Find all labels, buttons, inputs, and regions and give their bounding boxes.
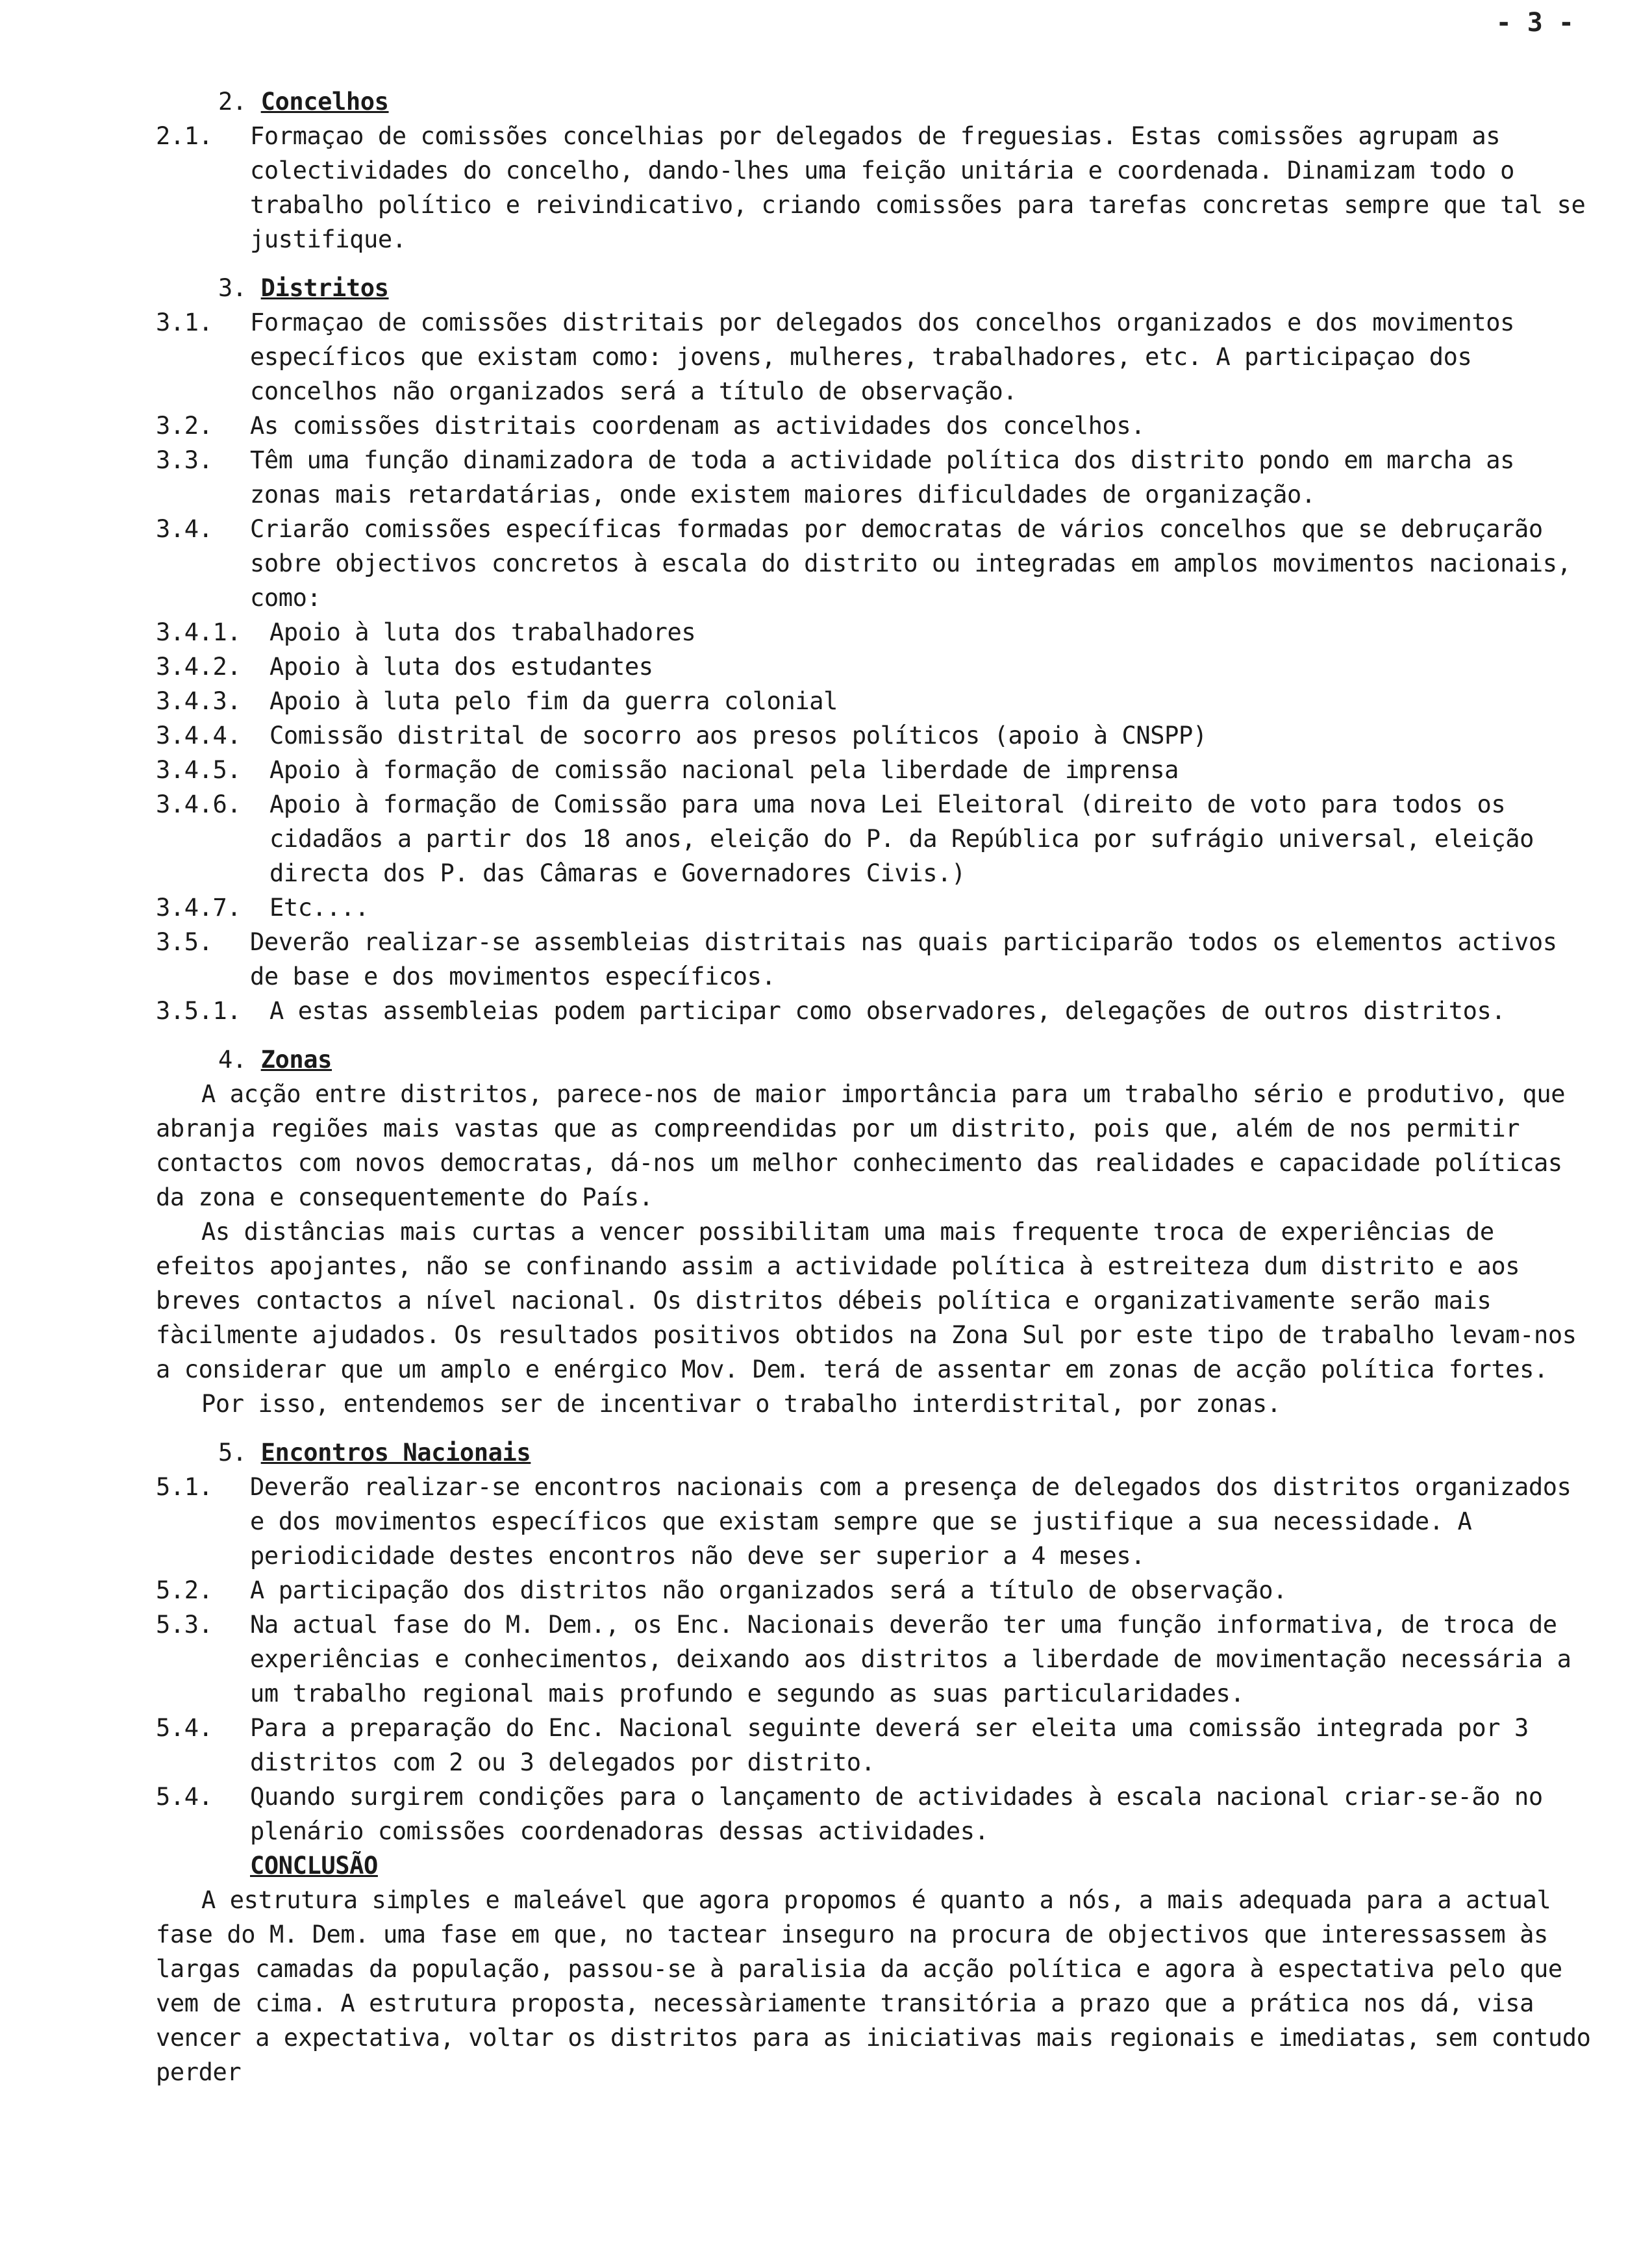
section-title: Distritos <box>260 274 389 302</box>
item-number: 3.5.1. <box>156 997 242 1025</box>
list-item <box>156 1607 1597 1711</box>
section-distritos <box>156 271 1597 1028</box>
item-text: Quando surgirem condições para o lançamento de actividades à escala nacional criar-se-ão no plenário comissões coordenadoras dessas actividades. <box>250 1783 1543 1845</box>
item-text: Formaçao de comissões distritais por delegados dos concelhos organizados e dos movimentos específicos que existam como: jovens, mulheres, trabalhadores, etc. A participaçao dos concelhos não organizados será a título de observação. <box>250 309 1514 405</box>
list-item <box>156 305 1597 409</box>
item-text: Têm uma função dinamizadora de toda a actividade política dos distrito pondo em marcha as zonas mais retardatárias, onde existem maiores dificuldades de organização. <box>250 446 1514 509</box>
item-text: Apoio à luta dos estudantes <box>269 653 653 681</box>
item-text: Comissão distrital de socorro aos presos políticos (apoio à CNSPP) <box>269 722 1207 750</box>
section-heading <box>156 271 1597 305</box>
list-item <box>156 1711 1597 1780</box>
section-number: 5. <box>218 1439 247 1467</box>
section-concelhos <box>156 84 1597 257</box>
list-item <box>156 925 1597 994</box>
item-number: 3.4.6. <box>156 790 242 818</box>
list-item <box>156 1573 1597 1607</box>
item-text: Apoio à formação de Comissão para uma nova Lei Eleitoral (direito de voto para todos os cidadãos a partir dos 18 anos, eleição do P. da República por sufrágio universal, eleição directa dos P. das Câmaras e Governadores Civis.) <box>269 790 1534 887</box>
item-text: Etc.... <box>269 894 369 922</box>
item-number: 3.4.7. <box>156 894 242 922</box>
item-number: 3.4.1. <box>156 618 242 646</box>
item-number: 3.2. <box>156 412 213 440</box>
item-number: 5.4. <box>156 1783 213 1811</box>
section-heading <box>156 1042 1597 1077</box>
section-encontros-nacionais <box>156 1435 1597 1848</box>
item-number: 5.3. <box>156 1611 213 1639</box>
section-number: 4. <box>218 1046 247 1074</box>
item-number: 3.5. <box>156 928 213 956</box>
list-item <box>156 718 1597 753</box>
item-text: Apoio à luta dos trabalhadores <box>269 618 696 646</box>
list-item <box>156 994 1597 1028</box>
list-item <box>156 119 1597 257</box>
item-number: 3.4.2. <box>156 653 242 681</box>
item-text: Apoio à luta pelo fim da guerra colonial <box>269 687 838 715</box>
paragraph: Por isso, entendemos ser de incentivar o trabalho interdistrital, por zonas. <box>201 1390 1281 1418</box>
list-item <box>156 409 1597 443</box>
conclusion-title: CONCLUSÃO <box>250 1852 378 1880</box>
paragraph: A acção entre distritos, parece-nos de maior importância para um trabalho sério e produtivo, que abranja regiões mais vastas que as compreendidas por um distrito, pois que, além de nos permitir contactos com novos democratas, dá-nos um melhor conhecimento das realidades e capacidade políticas da zona e consequentemente do País. <box>156 1080 1566 1211</box>
item-text: Formaçao de comissões concelhias por delegados de freguesias. Estas comissões agrupam as colectividades do concelho, dando-lhes uma feição unitária e coordenada. Dinamizam todo o trabalho político e reivindicativo, criando comissões para tarefas concretas sempre que tal se justifique. <box>250 122 1586 253</box>
list-item <box>156 890 1597 925</box>
item-text: Deverão realizar-se encontros nacionais com a presença de delegados dos distritos organizados e dos movimentos específicos que existam sempre que se justifique a sua necessidade. A periodicidade destes encontros não deve ser superior a 4 meses. <box>250 1473 1571 1570</box>
document-body <box>156 70 1597 2089</box>
list-item <box>156 1470 1597 1573</box>
item-text: Para a preparação do Enc. Nacional seguinte deverá ser eleita uma comissão integrada por 3 distritos com 2 ou 3 delegados por distrito. <box>250 1714 1529 1776</box>
item-number: 3.4. <box>156 515 213 543</box>
section-title: Concelhos <box>260 88 389 116</box>
list-item <box>156 443 1597 512</box>
item-number: 5.1. <box>156 1473 213 1501</box>
list-item <box>156 787 1597 890</box>
item-number: 2.1. <box>156 122 213 150</box>
list-item <box>156 512 1597 615</box>
item-text: As comissões distritais coordenam as actividades dos concelhos. <box>250 412 1145 440</box>
item-number: 3.1. <box>156 309 213 336</box>
item-number: 3.4.5. <box>156 756 242 784</box>
paragraph: As distâncias mais curtas a vencer possibilitam uma mais frequente troca de experiências de efeitos apojantes, não se confinando assim a actividade política à estreiteza dum distrito e aos breves contactos a nível nacional. Os distritos débeis política e organizativamente serão mais fàcilmente ajudados. Os resultados positivos obtidos na Zona Sul por este tipo de trabalho levam-nos a considerar que um amplo e enérgico Mov. Dem. terá de assentar em zonas de acção política fortes. <box>156 1218 1577 1383</box>
page-number: - 3 - <box>1496 8 1574 38</box>
list-item <box>156 1780 1597 1848</box>
item-number: 5.4. <box>156 1714 213 1742</box>
item-number: 3.4.3. <box>156 687 242 715</box>
list-item <box>156 684 1597 718</box>
item-text: Deverão realizar-se assembleias distritais nas quais participarão todos os elementos activos de base e dos movimentos específicos. <box>250 928 1557 990</box>
section-heading <box>156 84 1597 119</box>
list-item <box>156 753 1597 787</box>
section-title: Zonas <box>260 1046 332 1074</box>
section-title: Encontros Nacionais <box>260 1439 531 1467</box>
list-item <box>156 615 1597 649</box>
section-heading <box>156 1435 1597 1470</box>
section-number: 3. <box>218 274 247 302</box>
item-number: 3.4.4. <box>156 722 242 750</box>
section-zonas <box>156 1042 1597 1421</box>
conclusion-paragraph: A estrutura simples e maleável que agora propomos é quanto a nós, a mais adequada para a actual fase do M. Dem. uma fase em que, no tactear inseguro na procura de objectivos que interessassem às largas camadas da população, passou-se à paralisia da acção política e agora à espectativa pelo que vem de cima. A estrutura proposta, necessàriamente transitória a prazo que a prática nos dá, visa vencer a expectativa, voltar os distritos para as iniciativas mais regionais e imediatas, sem contudo perder <box>156 1886 1591 2086</box>
section-number: 2. <box>218 88 247 116</box>
list-item <box>156 649 1597 684</box>
item-text: Na actual fase do M. Dem., os Enc. Nacionais deverão ter uma função informativa, de troca de experiências e conhecimentos, deixando aos distritos a liberdade de movimentação necessária a um trabalho regional mais profundo e segundo as suas particularidades. <box>250 1611 1571 1707</box>
item-text: A estas assembleias podem participar como observadores, delegações de outros distritos. <box>269 997 1506 1025</box>
item-text: Criarão comissões específicas formadas por democratas de vários concelhos que se debruçarão sobre objectivos concretos à escala do distrito ou integradas em amplos movimentos nacionais, como: <box>250 515 1571 612</box>
item-number: 3.3. <box>156 446 213 474</box>
item-text: Apoio à formação de comissão nacional pela liberdade de imprensa <box>269 756 1179 784</box>
item-number: 5.2. <box>156 1576 213 1604</box>
item-text: A participação dos distritos não organizados será a título de observação. <box>250 1576 1287 1604</box>
section-conclusao <box>156 1848 1597 2089</box>
